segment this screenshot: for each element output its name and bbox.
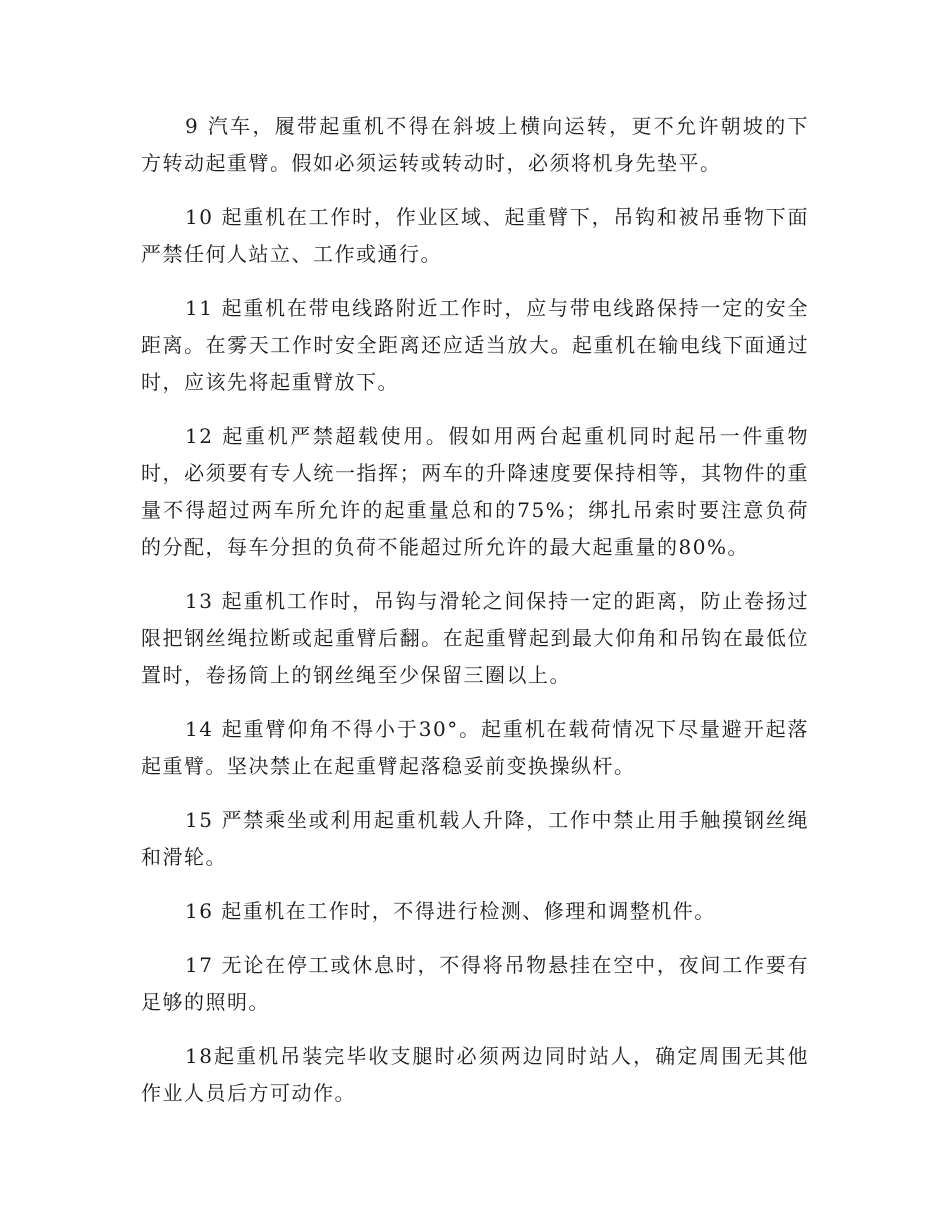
paragraph-13: 13 起重机工作时，吊钩与滑轮之间保持一定的距离，防止卷扬过限把钢丝绳拉断或起重臂后翻。在起重臂起到最大仰角和吊钩在最低位置时，卷扬筒上的钢丝绳至少保留三圈以上。 xyxy=(141,589,809,687)
paragraph-10: 10 起重机在工作时，作业区域、起重臂下，吊钩和被吊垂物下面严禁任何人站立、工作或通行。 xyxy=(141,205,809,266)
paragraph-15: 15 严禁乘坐或利用起重机载人升降，工作中禁止用手触摸钢丝绳和滑轮。 xyxy=(141,808,809,869)
paragraph-11: 11 起重机在带电线路附近工作时，应与带电线路保持一定的安全距离。在雾天工作时安全距离还应适当放大。起重机在输电线下面通过时，应该先将起重臂放下。 xyxy=(141,296,809,394)
document-body xyxy=(141,108,809,1129)
paragraph-12: 12 起重机严禁超载使用。假如用两台起重机同时起吊一件重物时，必须要有专人统一指挥；两车的升降速度要保持相等，其物件的重量不得超过两车所允许的起重量总和的75%；绑扎吊索时要注意负荷的分配，每车分担的负荷不能超过所允许的最大起重量的80%。 xyxy=(141,424,809,559)
paragraph-17: 17 无论在停工或休息时，不得将吊物悬挂在空中，夜间工作要有足够的照明。 xyxy=(141,953,809,1014)
paragraph-18: 18起重机吊装完毕收支腿时必须两边同时站人，确定周围无其他作业人员后方可动作。 xyxy=(141,1044,809,1105)
paragraph-9: 9 汽车，履带起重机不得在斜坡上横向运转，更不允许朝坡的下方转动起重臂。假如必须运转或转动时，必须将机身先垫平。 xyxy=(141,114,809,175)
paragraph-14: 14 起重臂仰角不得小于30°。起重机在载荷情况下尽量避开起落起重臂。坚决禁止在起重臂起落稳妥前变换操纵杆。 xyxy=(141,717,809,778)
paragraph-16: 16 起重机在工作时，不得进行检测、修理和调整机件。 xyxy=(185,899,716,923)
